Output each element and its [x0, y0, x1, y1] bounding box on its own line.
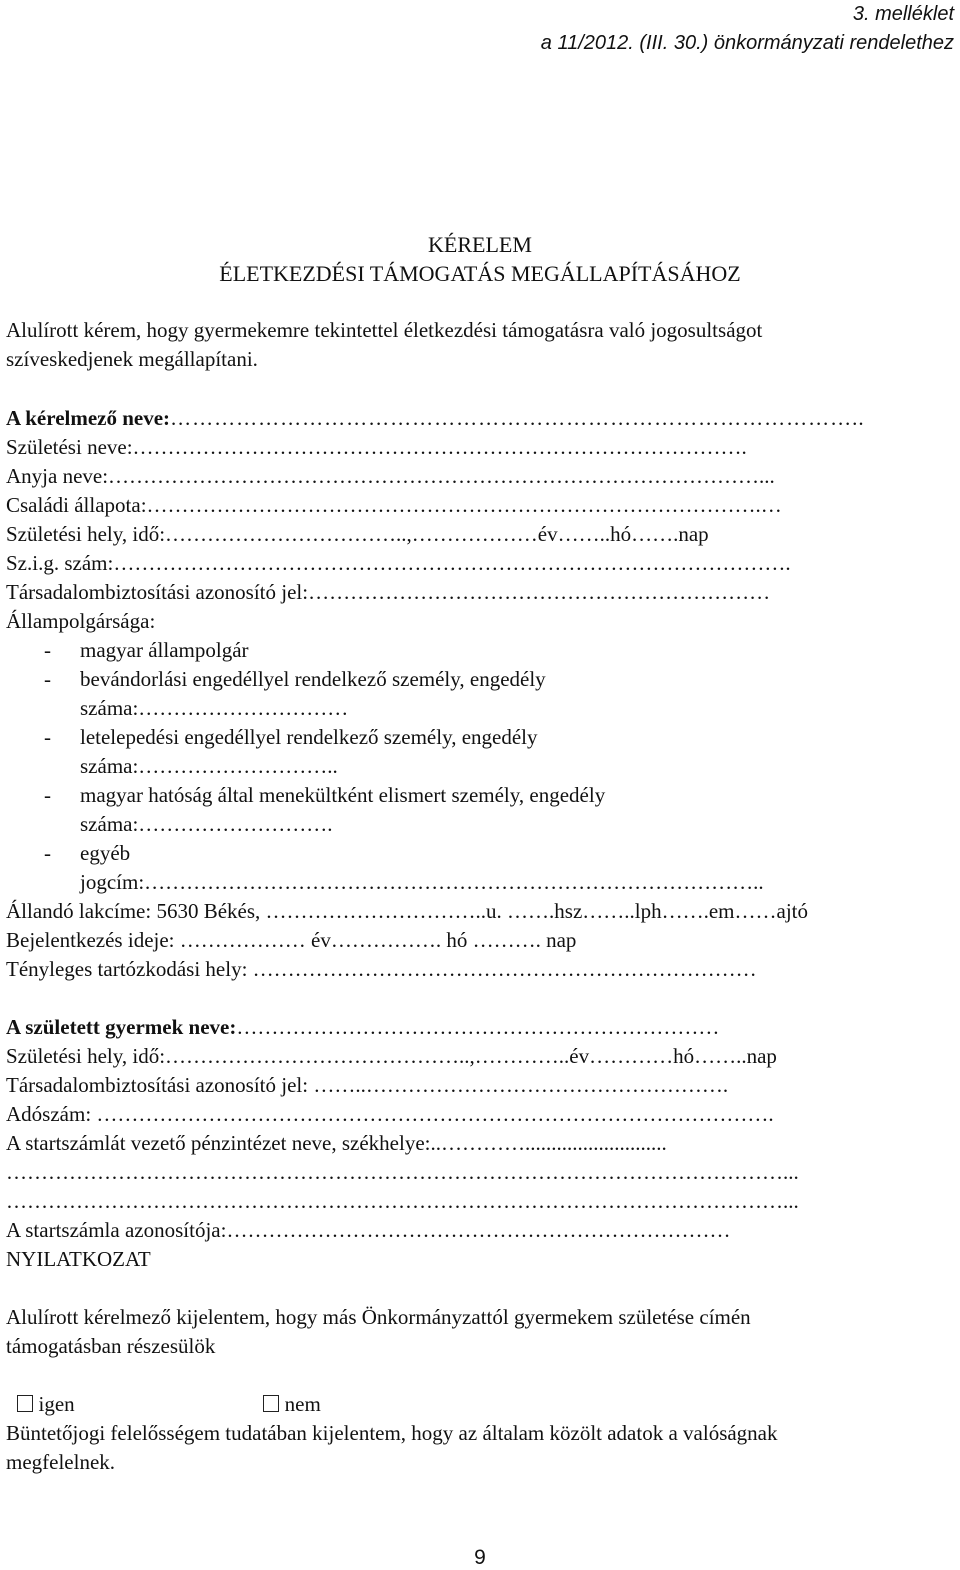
- no-checkbox[interactable]: [263, 1395, 279, 1412]
- registration-date-field[interactable]: Bejelentkezés ideje: ……………… év……………. hó ………. nap: [6, 928, 577, 952]
- list-dash: -: [44, 783, 51, 807]
- id-card-number-field[interactable]: Sz.i.g. szám:…………………………………………………………………………………….: [6, 551, 791, 575]
- declaration-title: NYILATKOZAT: [6, 1247, 151, 1271]
- citizenship-label: Állampolgársága:: [6, 609, 156, 633]
- immigration-permit-number-field[interactable]: száma:…………………………: [80, 696, 349, 720]
- child-tax-number-field[interactable]: Adószám: …………………………………………………………………………………….: [6, 1102, 774, 1126]
- applicant-name-field[interactable]: …………………………………………………………………………………..: [170, 406, 865, 430]
- birth-place-date-field[interactable]: Születési hely, idő:……………………………..,………………év……..hó…….nap: [6, 522, 709, 546]
- intro-line-1: Alulírott kérem, hogy gyermekemre tekintettel életkezdési támogatásra való jogosultságot: [6, 318, 763, 342]
- option-text: magyar hatóság által menekültként elismert személy, engedély: [80, 783, 606, 807]
- list-dash: -: [44, 841, 51, 865]
- list-dash: -: [44, 638, 51, 662]
- option-text: egyéb: [80, 841, 131, 865]
- regulation-reference: a 11/2012. (III. 30.) önkormányzati rendelethez: [540, 32, 954, 54]
- start-account-id-field[interactable]: A startszámla azonosítója:………………………………………………………………: [6, 1218, 731, 1242]
- option-no[interactable]: [263, 1392, 321, 1416]
- citizenship-option-refugee[interactable]: [44, 781, 605, 810]
- page-subtitle: ÉLETKEZDÉSI TÁMOGATÁS MEGÁLLAPÍTÁSÁHOZ: [219, 261, 741, 286]
- list-dash: -: [44, 725, 51, 749]
- no-label: nem: [284, 1392, 321, 1416]
- citizenship-option-hungarian[interactable]: [44, 636, 249, 665]
- bank-name-continuation-1[interactable]: …………………………………………………………………………………………………...: [6, 1160, 799, 1184]
- marital-status-field[interactable]: Családi állapota:…………………………………………………………………………….…: [6, 493, 782, 517]
- bank-name-continuation-2[interactable]: …………………………………………………………………………………………………...: [6, 1189, 799, 1213]
- penal-statement-1: Büntetőjogi felelősségem tudatában kijelentem, hogy az általam közölt adatok a valóságnak: [6, 1421, 778, 1445]
- actual-residence-field[interactable]: Tényleges tartózkodási hely: ………………………………………………………………: [6, 957, 757, 981]
- list-dash: -: [44, 667, 51, 691]
- applicant-name-row[interactable]: [6, 404, 865, 433]
- child-name-row[interactable]: [6, 1013, 719, 1042]
- applicant-name-label: A kérelmező neve:: [6, 406, 171, 430]
- annex-number: 3. melléklet: [852, 3, 954, 25]
- intro-line-2: szíveskedjenek megállapítani.: [6, 347, 258, 371]
- citizenship-option-settlement[interactable]: [44, 723, 538, 752]
- mother-name-field[interactable]: Anyja neve:…………………………………………………………………………………...: [6, 464, 775, 488]
- child-name-field[interactable]: ……………………………………………………………: [236, 1015, 720, 1039]
- child-birth-place-date-field[interactable]: Születési hely, idő:……………………………………..,…………..év…………hó……..nap: [6, 1044, 777, 1068]
- citizenship-option-immigration[interactable]: [44, 665, 546, 694]
- other-legal-title-field[interactable]: jogcím:……………………………………………………………………………..: [80, 870, 764, 894]
- declaration-text-2: támogatásban részesülök: [6, 1334, 216, 1358]
- penal-statement-2: megfelelnek.: [6, 1450, 116, 1474]
- birth-name-field[interactable]: Születési neve:…………………………………………………………………………….: [6, 435, 747, 459]
- declaration-text-1: Alulírott kérelmező kijelentem, hogy más Önkormányzattól gyermekem születése címén: [6, 1305, 751, 1329]
- permanent-address-field[interactable]: Állandó lakcíme: 5630 Békés, …………………………..u. …….hsz……..lph…….em……ajtó: [6, 899, 808, 923]
- page-number: 9: [474, 1546, 486, 1569]
- option-text: magyar állampolgár: [80, 638, 249, 662]
- child-name-label: A született gyermek neve:: [6, 1015, 237, 1039]
- social-security-number-field[interactable]: Társadalombiztosítási azonosító jel:…………………………………………………………: [6, 580, 771, 604]
- child-social-security-number-field[interactable]: Társadalombiztosítási azonosító jel: ……..…………………………………………….: [6, 1073, 729, 1097]
- option-text: bevándorlási engedéllyel rendelkező személy, engedély: [80, 667, 546, 691]
- yes-label: igen: [38, 1392, 75, 1416]
- option-yes[interactable]: [17, 1392, 75, 1416]
- citizenship-option-other[interactable]: [44, 839, 130, 868]
- yes-checkbox[interactable]: [17, 1395, 33, 1412]
- page-title: KÉRELEM: [428, 232, 532, 257]
- settlement-permit-number-field[interactable]: száma:………………………..: [80, 754, 338, 778]
- option-text: letelepedési engedéllyel rendelkező személy, engedély: [80, 725, 538, 749]
- bank-name-address-field[interactable]: A startszámlát vezető pénzintézet neve, székhelye:..…………...........................: [6, 1131, 667, 1155]
- refugee-permit-number-field[interactable]: száma:……………………….: [80, 812, 333, 836]
- declaration-options: [6, 1361, 321, 1419]
